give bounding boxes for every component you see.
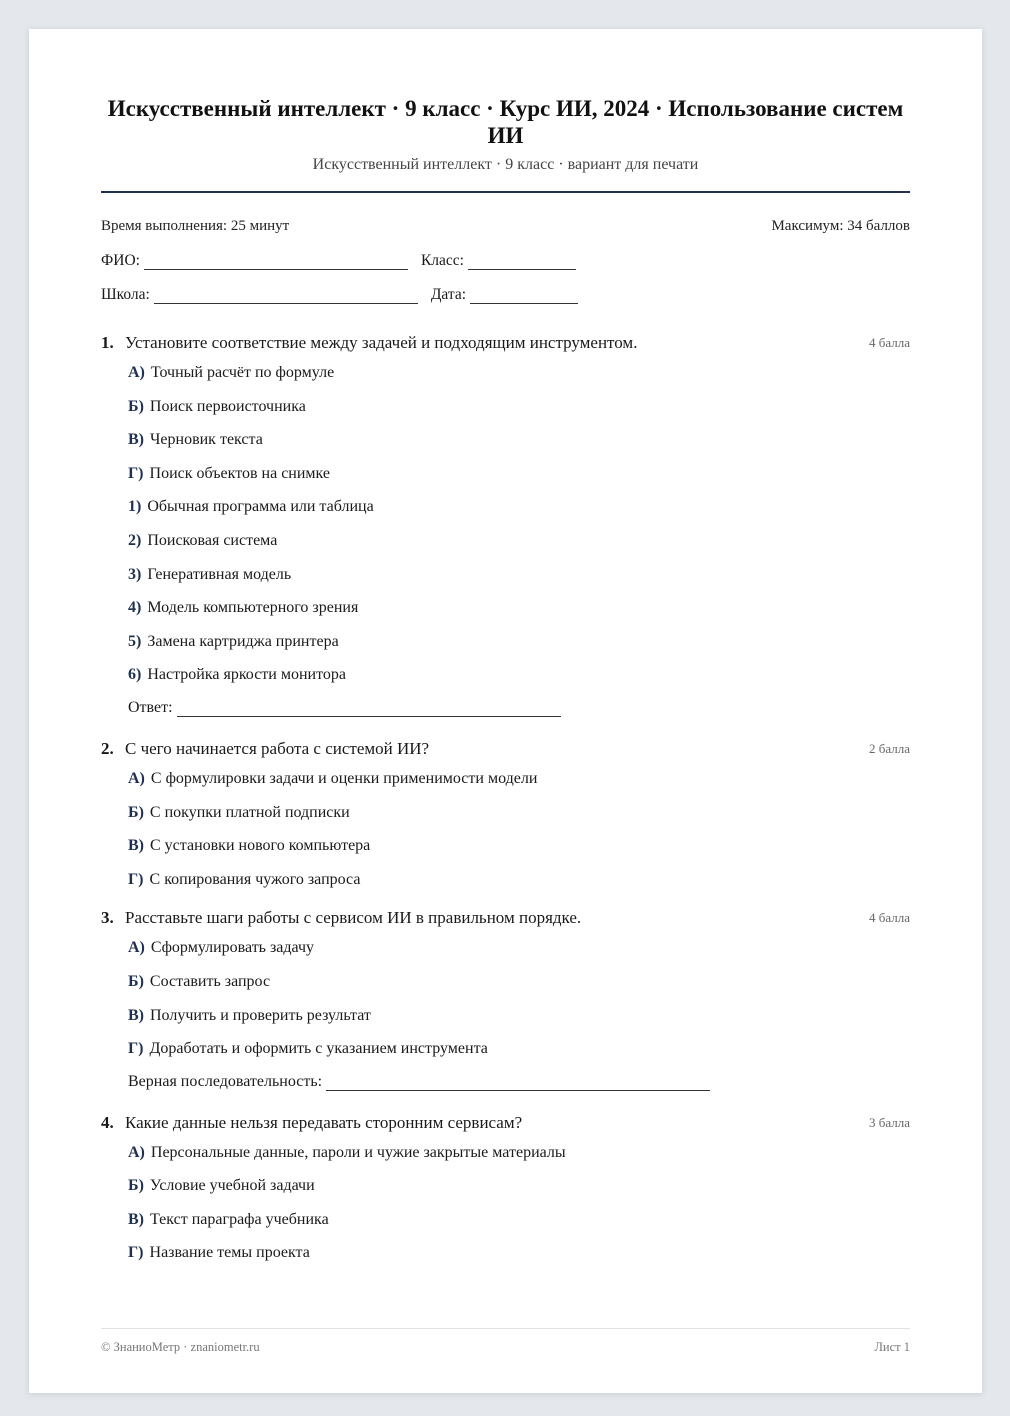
- option-letter: Г): [128, 870, 144, 888]
- sequence-label: Верная последовательность:: [128, 1072, 323, 1090]
- question-text: С чего начинается работа с системой ИИ?: [125, 738, 430, 758]
- option-letter: В): [128, 1210, 144, 1228]
- option-item: [128, 490, 910, 524]
- option-item: [128, 965, 910, 999]
- page-title: Искусственный интеллект · 9 класс · Курс ИИ, 2024 · Использование систем ИИ: [107, 96, 904, 148]
- option-text: Название темы проекта: [149, 1244, 310, 1262]
- option-text: Точный расчёт по формуле: [150, 364, 335, 381]
- sequence-answer-row: [128, 1067, 910, 1091]
- answer-label: Ответ:: [128, 698, 173, 716]
- question-text: Какие данные нельзя передавать сторонним сервисам?: [125, 1112, 523, 1132]
- option-letter: 1): [128, 498, 142, 516]
- option-text: Замена картриджа принтера: [147, 632, 339, 650]
- option-item: [128, 390, 910, 424]
- option-item: [128, 1203, 910, 1237]
- option-text: Настройка яркости монитора: [147, 666, 346, 684]
- class-label: Класс:: [420, 252, 464, 269]
- option-item: [128, 1169, 910, 1203]
- option-item: [128, 1136, 910, 1170]
- page-footer: [101, 1328, 910, 1355]
- option-letter: В): [128, 837, 144, 855]
- question-4: [101, 1113, 910, 1270]
- question-text: Расставьте шаги работы с сервисом ИИ в правильном порядке.: [125, 908, 582, 928]
- option-item: [128, 1032, 910, 1066]
- option-item: [128, 558, 910, 592]
- option-text: Обычная программа или таблица: [147, 498, 374, 516]
- sequence-field[interactable]: [326, 1076, 710, 1091]
- question-header: [101, 739, 910, 759]
- option-text: Модель компьютерного зрения: [147, 599, 359, 617]
- option-letter: Г): [128, 1040, 144, 1058]
- question-number: 2.: [101, 738, 114, 758]
- option-text: Персональные данные, пароли и чужие закрытые материалы: [150, 1143, 566, 1161]
- option-item: [128, 658, 910, 692]
- option-item: [128, 591, 910, 625]
- question-points: 2 балла: [869, 740, 910, 756]
- option-letter: В): [128, 431, 144, 449]
- option-item: [128, 829, 910, 863]
- worksheet-page: [29, 29, 982, 1393]
- fio-label: ФИО:: [101, 252, 140, 269]
- page-subtitle: Искусственный интеллект · 9 класс · вариант для печати: [312, 156, 699, 173]
- worksheet-content: [101, 29, 910, 1270]
- copyright-text: © ЗнаниоМетр · znaniometr.ru: [101, 1340, 260, 1354]
- option-text: С покупки платной подписки: [149, 803, 350, 821]
- option-text: Поиск первоисточника: [149, 397, 306, 415]
- school-label: Школа:: [101, 286, 150, 303]
- option-letter: Г): [128, 1244, 144, 1262]
- option-item: [128, 457, 910, 491]
- question-number: 3.: [101, 908, 114, 928]
- class-field[interactable]: [468, 255, 576, 270]
- option-text: Поиск объектов на снимке: [149, 464, 331, 482]
- question-header: [101, 333, 910, 353]
- question-number: 4.: [101, 1112, 114, 1132]
- option-letter: 5): [128, 632, 142, 650]
- school-field[interactable]: [154, 289, 418, 304]
- time-limit: Время выполнения: 25 минут: [101, 218, 290, 234]
- option-item: [128, 931, 910, 965]
- option-letter: Б): [128, 803, 144, 821]
- question-1: [101, 333, 910, 717]
- option-text: Текст параграфа учебника: [150, 1210, 329, 1228]
- option-letter: 6): [128, 666, 142, 684]
- option-item: [128, 796, 910, 830]
- option-item: [128, 625, 910, 659]
- option-letter: А): [128, 364, 145, 381]
- header-divider: [101, 191, 910, 193]
- meta-row: [101, 218, 910, 235]
- option-item: [128, 863, 910, 897]
- answer-field[interactable]: [177, 702, 561, 717]
- option-text: Получить и проверить результат: [150, 1006, 371, 1024]
- date-label: Дата:: [430, 286, 467, 303]
- option-text: Составить запрос: [149, 972, 271, 990]
- answer-row: [128, 693, 910, 717]
- option-letter: 3): [128, 565, 142, 583]
- page-number: Лист 1: [874, 1340, 910, 1354]
- question-text: Установите соответствие между задачей и подходящим инструментом.: [125, 333, 638, 352]
- option-text: Черновик текста: [150, 431, 263, 449]
- max-score: Максимум: 34 баллов: [771, 218, 910, 234]
- option-item: [128, 1236, 910, 1270]
- option-item: [128, 762, 910, 796]
- option-text: С установки нового компьютера: [150, 837, 371, 855]
- option-item: [128, 423, 910, 457]
- name-class-row: [101, 249, 910, 270]
- option-item: [128, 524, 910, 558]
- option-letter: А): [128, 939, 145, 957]
- option-letter: 2): [128, 531, 142, 549]
- question-number: 1.: [101, 333, 114, 352]
- date-field[interactable]: [470, 289, 578, 304]
- question-points: 4 балла: [869, 910, 910, 926]
- option-letter: В): [128, 1006, 144, 1024]
- question-points: 4 балла: [869, 335, 910, 350]
- option-letter: А): [128, 1143, 145, 1161]
- question-header: [101, 908, 910, 928]
- question-3: [101, 908, 910, 1090]
- option-text: Сформулировать задачу: [150, 939, 315, 957]
- option-text: С копирования чужого запроса: [149, 870, 361, 888]
- option-letter: Б): [128, 397, 144, 415]
- option-text: Поисковая система: [147, 531, 278, 549]
- option-text: Доработать и оформить с указанием инструмента: [149, 1040, 488, 1058]
- question-header: [101, 1113, 910, 1133]
- question-points: 3 балла: [869, 1114, 910, 1130]
- fio-field[interactable]: [144, 255, 408, 270]
- option-item: [128, 999, 910, 1033]
- option-letter: Б): [128, 1177, 144, 1195]
- option-letter: Б): [128, 972, 144, 990]
- option-letter: Г): [128, 464, 144, 482]
- school-date-row: [101, 283, 910, 304]
- option-letter: А): [128, 769, 145, 787]
- question-2: [101, 739, 910, 896]
- option-text: Генеративная модель: [147, 565, 292, 583]
- option-text: Условие учебной задачи: [149, 1177, 315, 1195]
- option-letter: 4): [128, 599, 142, 617]
- option-item: [128, 356, 910, 390]
- option-text: С формулировки задачи и оценки применимости модели: [150, 769, 538, 787]
